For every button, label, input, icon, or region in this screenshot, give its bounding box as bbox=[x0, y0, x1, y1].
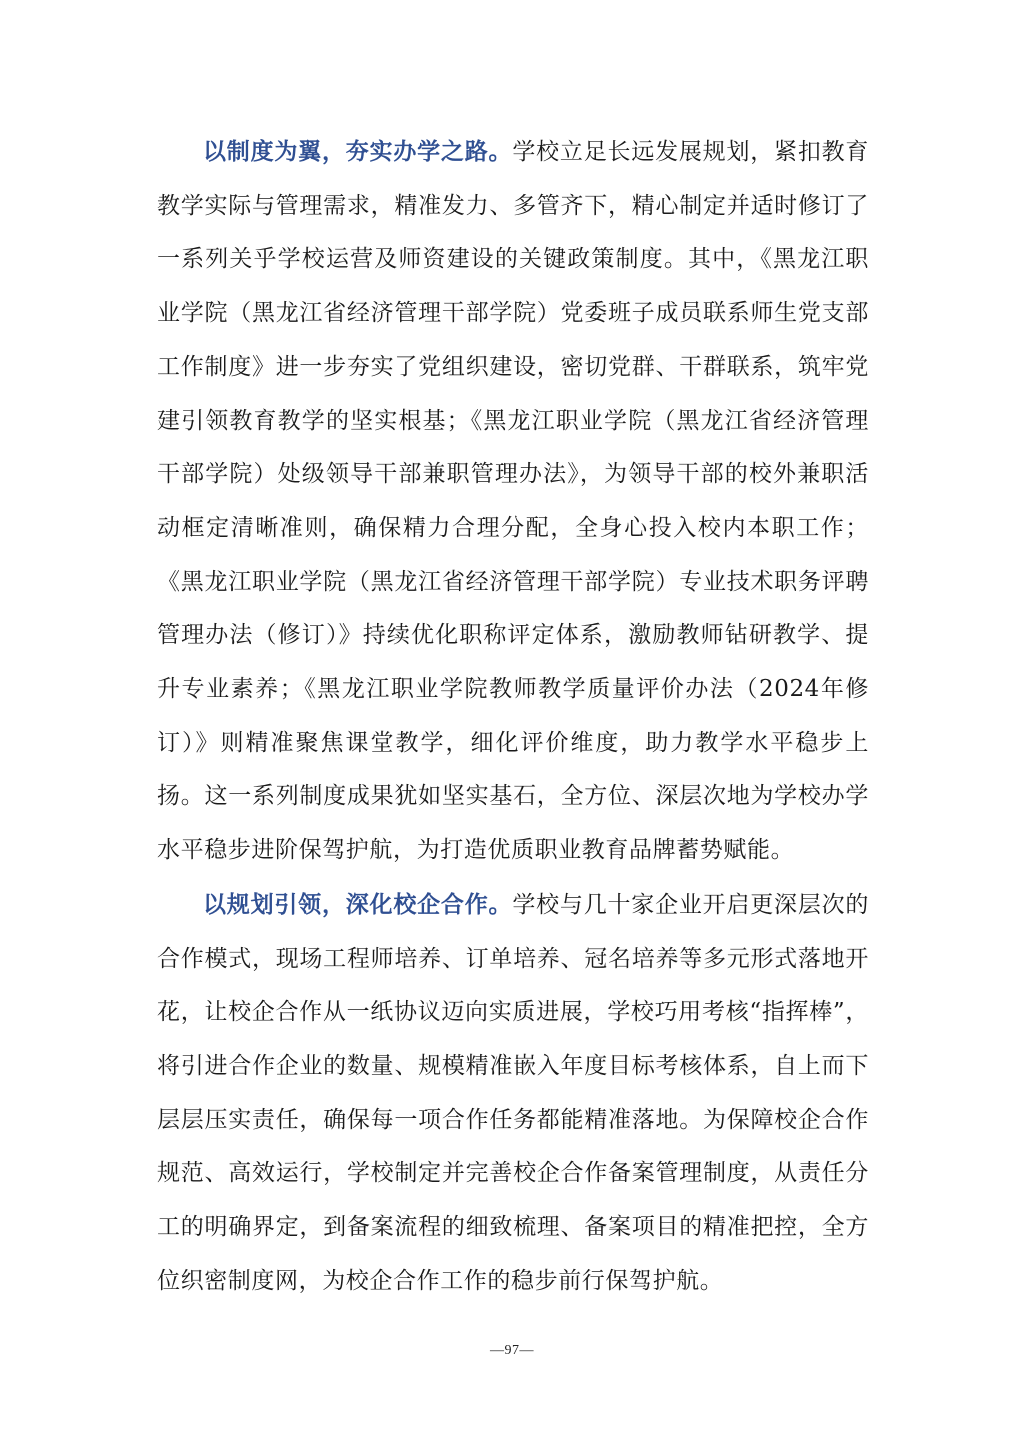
page-content bbox=[157, 125, 869, 1308]
paragraph-institutional-system bbox=[157, 125, 869, 878]
paragraph-heading: 以规划引领，深化校企合作。 bbox=[203, 890, 513, 918]
paragraph-heading: 以制度为翼，夯实办学之路。 bbox=[203, 138, 513, 165]
paragraph-body: 学校立足长远发展规划，紧扣教育教学实际与管理需求，精准发力、多管齐下，精心制定并适时修订了一系列关乎学校运营及师资建设的关键政策制度。其中，《黑龙江职业学院（黑龙江省经济管理干部学院）党委班子成员联系师生党支部工作制度》进一步夯实了党组织建设，密切党群、干群联系，筑牢党建引领教育教学的坚实根基；《黑龙江职业学院（黑龙江省经济管理干部学院）处级领导干部兼职管理办法》，为领导干部的校外兼职活动框定清晰准则，确保精力合理分配，全身心投入校内本职工作；《黑龙江职业学院（黑龙江省经济管理干部学院）专业技术职务评聘管理办法（修订）》持续优化职称评定体系，激励教师钻研教学、提升专业素养；《黑龙江职业学院教师教学质量评价办法（2024年修订）》则精准聚焦课堂教学，细化评价维度，助力教学水平稳步上扬。这一系列制度成果犹如坚实基石，全方位、深层次地为学校办学水平稳步进阶保驾护航，为打造优质职业教育品牌蓄势赋能。 bbox=[157, 139, 870, 864]
page-number: —97— bbox=[490, 1343, 534, 1358]
paragraph-school-enterprise-cooperation bbox=[157, 878, 869, 1309]
paragraph-body: 学校与几十家企业开启更深层次的合作模式，现场工程师培养、订单培养、冠名培养等多元形式落地开花，让校企合作从一纸协议迈向实质进展，学校巧用考核“指挥棒”，将引进合作企业的数量、规模精准嵌入年度目标考核体系，自上而下层层压实责任，确保每一项合作任务都能精准落地。为保障校企合作规范、高效运行，学校制定并完善校企合作备案管理制度，从责任分工的明确界定，到备案流程的细致梳理、备案项目的精准把控，全方位织密制度网，为校企合作工作的稳步前行保驾护航。 bbox=[157, 891, 870, 1294]
